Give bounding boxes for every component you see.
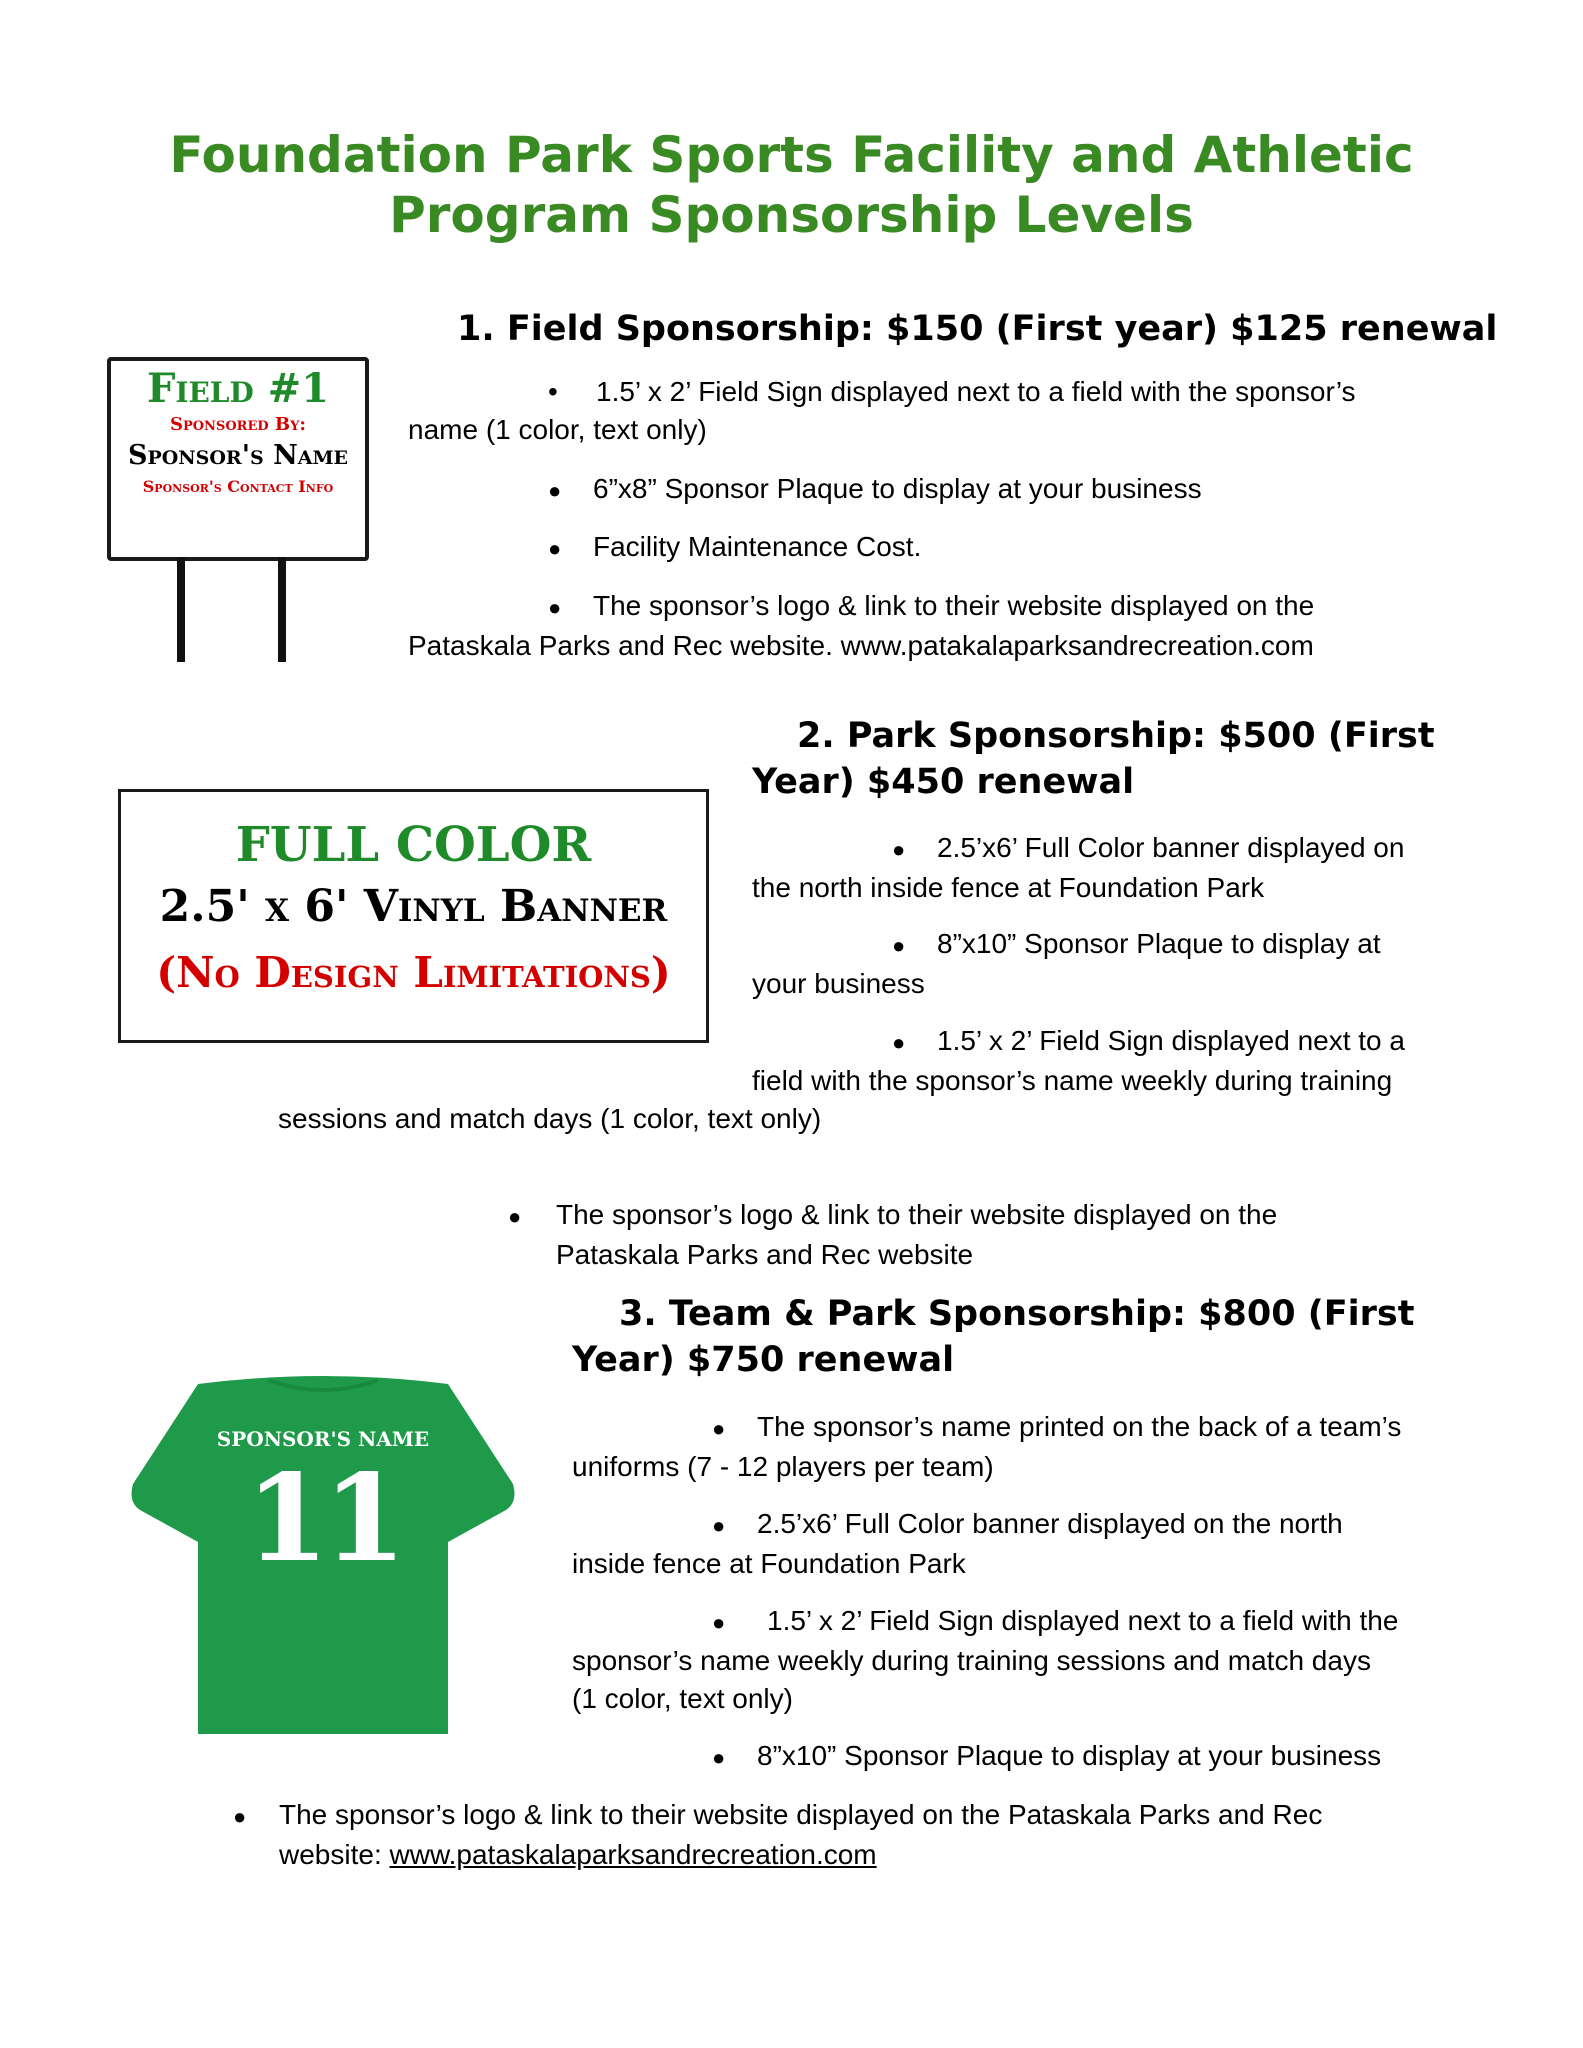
bullet-icon: ● [892, 837, 906, 862]
title-line-2: Program Sponsorship Levels [389, 186, 1194, 244]
sign-field-number: Field #1 [146, 365, 330, 412]
sign-sponsor-name: Sponsor's Name [127, 440, 349, 471]
parks-website-link[interactable]: www.pataskalaparksandrecreation.com [389, 1839, 877, 1870]
section-1-bullet-4: ● The sponsor’s logo & link to their website displayed on the Pataskala Parks and Rec website. www.patakalaparksandrecreation.com [408, 590, 1315, 661]
section-1-bullet-2: ● 6”x8” Sponsor Plaque to display at your business [548, 470, 1202, 510]
bullet-icon: ● [892, 1030, 906, 1055]
section-3-bullet-5: ● The sponsor’s logo & link to their website displayed on the Pataskala Parks and Rec website: www.pataskalaparksandrecreation.com [233, 1799, 1323, 1870]
team-jersey-image [118, 1372, 528, 1742]
section-3-bullet-2: ● 2.5’x6’ Full Color banner displayed on the north inside fence at Foundation Park [572, 1508, 1343, 1579]
bullet-icon: ● [712, 1416, 726, 1441]
bullet-icon: ● [548, 478, 562, 503]
banner-no-limitations: (No Design Limitations) [156, 948, 671, 997]
bullet-icon: • [548, 376, 558, 407]
section-2-bullet-2: ● 8”x10” Sponsor Plaque to display at your business [752, 928, 1381, 999]
section-3-heading: 3. Team & Park Sponsorship: $800 (First Year) $750 renewal [572, 1294, 1415, 1380]
section-1-bullet-1: • 1.5’ x 2’ Field Sign displayed next to a field with the sponsor’s name (1 color, text only) [408, 373, 1508, 449]
jersey-number: 11 [245, 1448, 401, 1589]
bullet-icon: ● [548, 595, 562, 620]
bullet-icon: ● [712, 1513, 726, 1538]
field-sign-image [107, 357, 369, 561]
section-1-heading: 1. Field Sponsorship: $150 (First year) $125 renewal [457, 309, 1498, 349]
section-2-bullet-3: ● 1.5’ x 2’ Field Sign displayed next to a field with the sponsor’s name weekly during training sessions and match days (1 color, text only) [278, 1025, 1405, 1134]
bullet-icon: ● [712, 1745, 726, 1770]
sign-sponsored-by: Sponsored By: [169, 414, 307, 435]
section-2-bullet-4: ● The sponsor’s logo & link to their website displayed on the Pataskala Parks and Rec website [508, 1199, 1278, 1270]
section-3-bullet-3: ● 1.5’ x 2’ Field Sign displayed next to a field with the sponsor’s name weekly during training sessions and match days (1 color, text only) [572, 1605, 1399, 1714]
vinyl-banner-image [118, 789, 709, 1043]
section-3-bullet-4: ● 8”x10” Sponsor Plaque to display at your business [712, 1737, 1381, 1777]
bullet-icon: ● [508, 1204, 522, 1229]
bullet-icon: ● [712, 1610, 726, 1635]
section-1-bullet-3: ● Facility Maintenance Cost. [548, 528, 921, 568]
jersey-sponsor-name: SPONSOR'S NAME [216, 1427, 430, 1451]
sign-contact-info: Sponsor's Contact Info [142, 477, 334, 496]
title-line-1: Foundation Park Sports Facility and Athletic [169, 126, 1414, 184]
section-2-bullet-1: ● 2.5’x6’ Full Color banner displayed on the north inside fence at Foundation Park [752, 832, 1405, 903]
bullet-icon: ● [548, 536, 562, 561]
section-2-heading: 2. Park Sponsorship: $500 (First Year) $450 renewal [752, 716, 1435, 802]
page-title [0, 125, 1583, 245]
bullet-icon: ● [892, 933, 906, 958]
section-3-bullet-1: ● The sponsor’s name printed on the back of a team’s uniforms (7 - 12 players per team) [572, 1411, 1402, 1482]
sign-post-right [278, 557, 286, 662]
sign-post-left [177, 557, 185, 662]
bullet-icon: ● [233, 1804, 247, 1829]
banner-full-color: FULL COLOR [235, 817, 592, 873]
banner-size: 2.5' x 6' Vinyl Banner [159, 881, 668, 932]
